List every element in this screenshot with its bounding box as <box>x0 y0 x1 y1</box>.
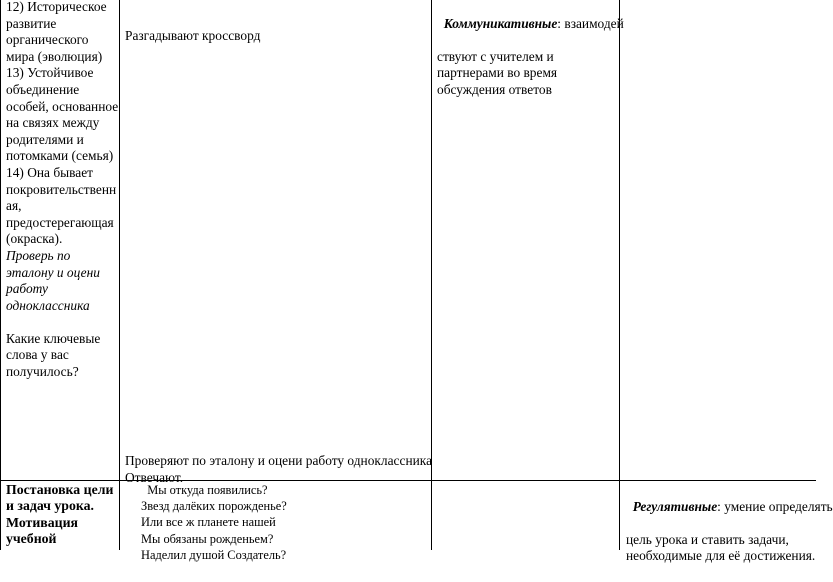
text-line: Мы откуда появились? <box>141 483 268 497</box>
text-line: эталону и оцени <box>6 264 100 280</box>
text-line: особей, основанное <box>6 98 119 114</box>
text-line: 12) Историческое <box>6 0 107 14</box>
text-line: Мотивация <box>6 514 78 530</box>
communicative-label-suffix: : взаимодей <box>557 15 624 31</box>
row2-col4-text <box>626 482 833 582</box>
row1-col3-lines <box>437 49 624 99</box>
row2-col2-poem <box>141 482 287 563</box>
text-line: получилось? <box>6 364 79 380</box>
text-line: Наделил душой Создатель? <box>141 547 287 562</box>
text-line: 14) Она бывает <box>6 164 94 180</box>
text-line: цель урока и ставить задачи, <box>626 531 789 547</box>
regulative-label-suffix: : умение определять <box>717 498 833 514</box>
row2-col1-text <box>6 482 113 548</box>
regulative-label: Регулятивные <box>632 498 718 514</box>
text-line: мира (эволюция) <box>6 48 103 64</box>
text-line: Постановка цели <box>6 482 114 497</box>
text-line: объединение <box>6 81 80 97</box>
text-line: родителями и <box>6 131 84 147</box>
text-line: покровительственн <box>6 181 117 197</box>
text-line: на связях между <box>6 115 100 131</box>
text-line: работу <box>6 281 48 297</box>
text-line: ая, <box>6 198 22 214</box>
communicative-label: Коммуникативные <box>443 15 558 31</box>
text-line: необходимые для её достижения. <box>626 548 816 564</box>
text-line: ствуют с учителем и <box>437 48 554 64</box>
text-line: Звезд далёких порожденье? <box>141 499 287 514</box>
text-line: обсуждения ответов <box>437 81 552 97</box>
text-line: предостерегающая <box>6 214 114 230</box>
text-line: потомками (семья) <box>6 148 114 164</box>
text-line: Проверь по <box>6 247 71 263</box>
row1-col2-top-text: Разгадывают кроссворд <box>125 28 261 43</box>
text-line: и задач урока. <box>6 498 94 514</box>
text-line: учебной <box>6 531 57 547</box>
col1-left-border <box>0 0 1 550</box>
text-line: Мы обязаны рожденьем? <box>141 531 274 546</box>
text-line <box>6 314 118 331</box>
text-line: развитие <box>6 15 57 31</box>
text-line: партнерами во время <box>437 65 558 81</box>
text-line: Какие ключевые <box>6 330 101 346</box>
col1-right-border <box>119 0 120 550</box>
text-line: Или все ж планете нашей <box>141 515 276 530</box>
text-line: слова у вас <box>6 347 69 363</box>
row1-col3-text <box>437 0 624 115</box>
text-line: органического <box>6 32 89 48</box>
text-line: (окраска). <box>6 231 63 247</box>
row2-col4-lines <box>626 532 833 565</box>
text-line: Проверяют по эталону и оцени работу одноклассника <box>125 453 433 468</box>
text-line: 13) Устойчивое <box>6 65 94 81</box>
text-line: одноклассника <box>6 297 90 313</box>
text-line: Отвечают. <box>125 469 184 485</box>
row1-col1-text <box>6 0 118 381</box>
